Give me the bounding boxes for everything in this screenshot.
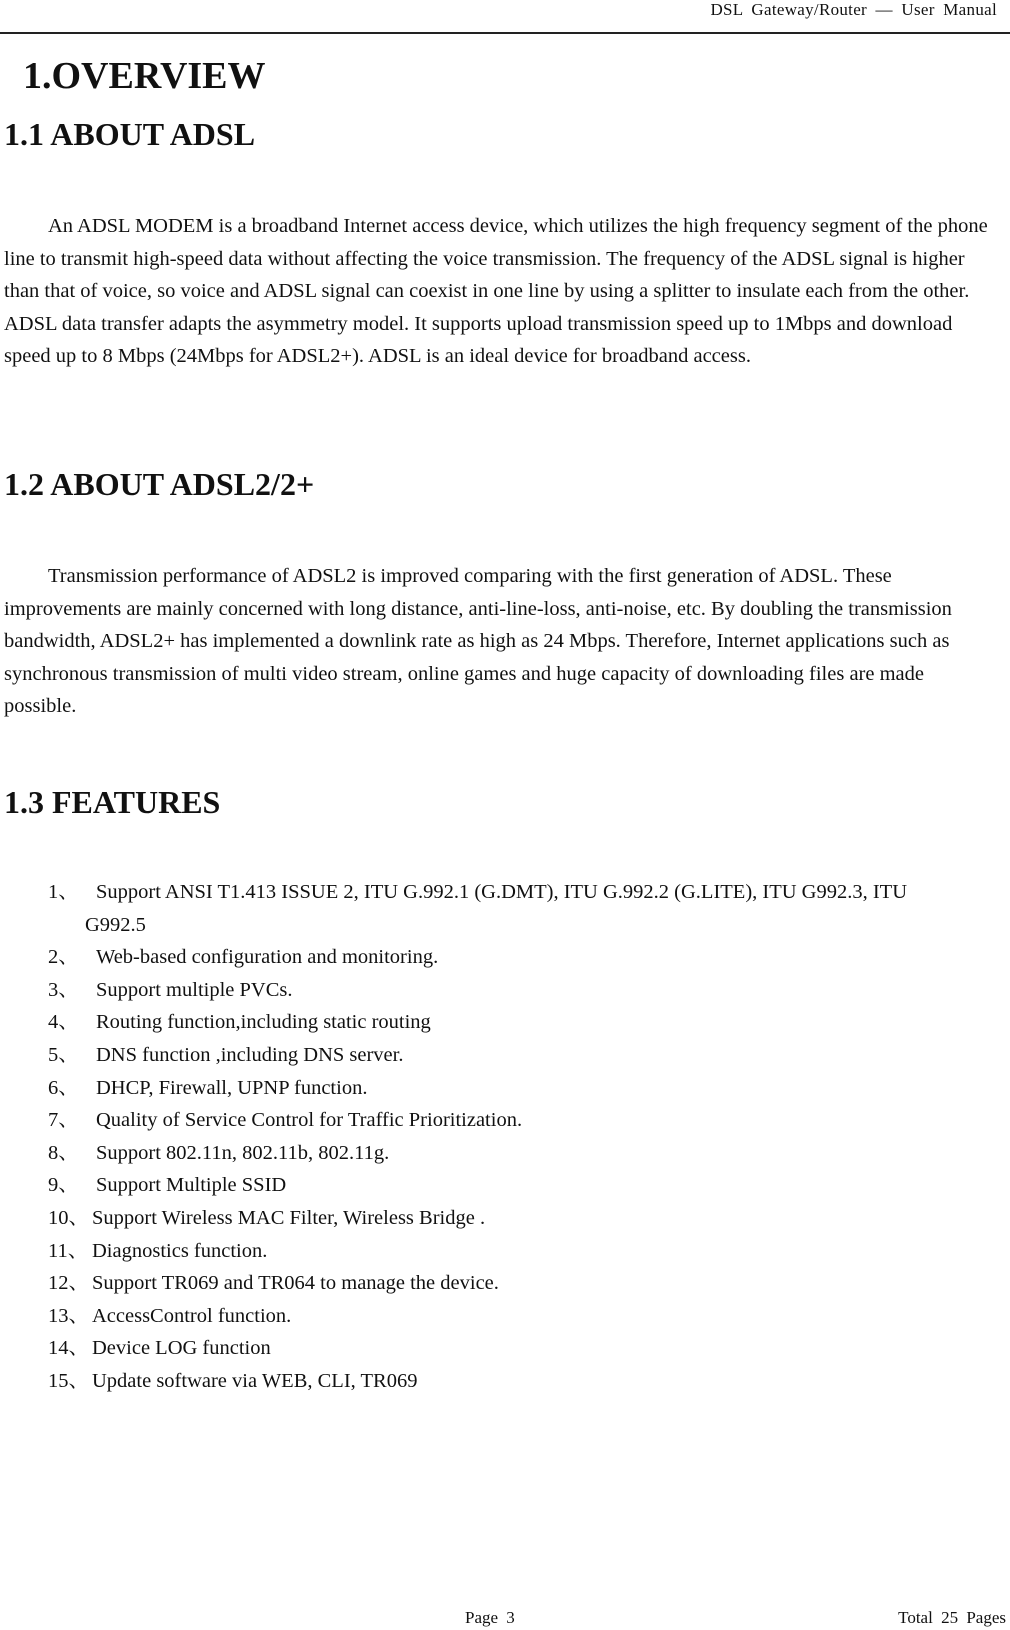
list-item	[48, 876, 988, 941]
list-item-text: Quality of Service Control for Traffic Prioritization.	[96, 1109, 523, 1132]
list-item	[48, 1267, 988, 1300]
list-item-text: Routing function,including static routing	[96, 1011, 431, 1034]
list-item-text: Device LOG function	[92, 1337, 271, 1360]
list-item-text: Support 802.11n, 802.11b, 802.11g.	[96, 1141, 390, 1164]
section-title-about-adsl2: 1.2 ABOUT ADSL2/2+	[4, 466, 315, 502]
list-item	[48, 1300, 988, 1333]
list-item-number: 15、	[48, 1369, 89, 1392]
list-item-number: 11、	[48, 1239, 89, 1262]
list-item-text: Web-based configuration and monitoring.	[96, 946, 439, 969]
list-item-text: Support Multiple SSID	[96, 1174, 287, 1197]
page-footer	[0, 1608, 1010, 1630]
chapter-title: 1.OVERVIEW	[23, 55, 266, 97]
list-item	[48, 1202, 988, 1235]
list-item-text: Diagnostics function.	[92, 1239, 268, 1262]
list-item	[48, 1104, 988, 1137]
list-item-text: DHCP, Firewall, UPNP function.	[96, 1076, 368, 1099]
section-body-about-adsl2: Transmission performance of ADSL2 is improved comparing with the first generation of ADSL. These improvements are mainly concerned with long distance, anti-line-loss, anti-noise, etc. By doubling the transmission bandwidth, ADSL2+ has implemented a downlink rate as high as 24 Mbps. Therefore, Internet applications such as synchronous transmission of multi video stream, online games and huge capacity of downloading files are made possible.	[4, 565, 952, 718]
list-item-number: 3、	[48, 978, 79, 1001]
list-item-number: 1、	[48, 881, 79, 903]
page-number: Page 3	[465, 1608, 515, 1627]
section-title-features: 1.3 FEATURES	[4, 784, 221, 820]
list-item-text: Support multiple PVCs.	[96, 978, 293, 1001]
list-item	[48, 1039, 988, 1072]
list-item-text: Support ANSI T1.413 ISSUE 2, ITU G.992.1 (G.DMT), ITU G.992.2 (G.LITE), ITU G992.3, ITU	[96, 881, 908, 903]
list-item	[48, 941, 988, 974]
list-item-number: 14、	[48, 1337, 89, 1360]
list-item-number: 12、	[48, 1272, 89, 1295]
list-item-number: 13、	[48, 1304, 89, 1327]
list-item-number: 2、	[48, 946, 79, 969]
list-item	[48, 1137, 988, 1170]
section-body-about-adsl: An ADSL MODEM is a broadband Internet access device, which utilizes the high frequency segment of the phone line to transmit high-speed data without affecting the voice transmission. The frequency of the ADSL signal is higher than that of voice, so voice and ADSL signal can coexist in one line by using a splitter to insulate each from the other. ADSL data transfer adapts the asymmetry model. It supports upload transmission speed up to 1Mbps and download speed up to 8 Mbps (24Mbps for ADSL2+). ADSL is an ideal device for broadband access.	[4, 215, 988, 368]
features-list	[48, 876, 988, 1398]
list-item	[48, 1072, 988, 1105]
list-item	[48, 1169, 988, 1202]
list-item-number: 9、	[48, 1174, 79, 1197]
list-item-text: Support Wireless MAC Filter, Wireless Bridge .	[92, 1206, 486, 1229]
list-item-text-continued: G992.5	[85, 913, 146, 936]
list-item-number: 8、	[48, 1141, 79, 1164]
list-item-number: 10、	[48, 1206, 89, 1229]
list-item-text: AccessControl function.	[92, 1304, 292, 1327]
page-header	[0, 0, 1010, 34]
page-total: Total 25 Pages	[898, 1608, 1006, 1627]
list-item	[48, 1365, 988, 1398]
list-item-text: Update software via WEB, CLI, TR069	[92, 1369, 418, 1392]
list-item-text: DNS function ,including DNS server.	[96, 1043, 404, 1066]
list-item	[48, 1235, 988, 1268]
list-item-number: 7、	[48, 1109, 79, 1132]
list-item-number: 6、	[48, 1076, 79, 1099]
list-item	[48, 1006, 988, 1039]
list-item-number: 4、	[48, 1011, 79, 1034]
section-title-about-adsl: 1.1 ABOUT ADSL	[4, 116, 256, 152]
list-item-text: Support TR069 and TR064 to manage the device.	[92, 1272, 499, 1295]
header-title: DSL Gateway/Router — User Manual	[710, 0, 997, 19]
list-item-number: 5、	[48, 1043, 79, 1066]
list-item	[48, 1332, 988, 1365]
list-item	[48, 974, 988, 1007]
